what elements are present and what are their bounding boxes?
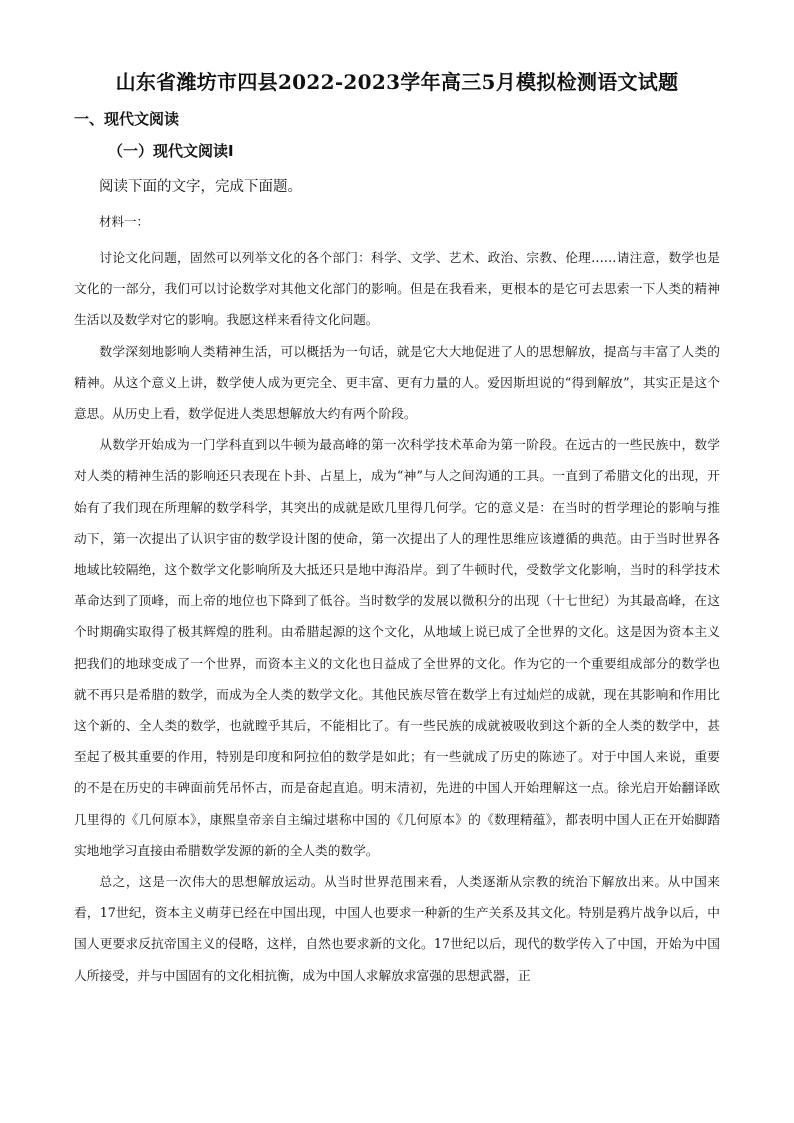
document-title: 山东省潍坊市四县2022-2023学年高三5月模拟检测语文试题 — [115, 70, 679, 94]
paragraph-2: 数学深刻地影响人类精神生活，可以概括为一句话，就是它大大地促进了人的思想解放，提高与丰富了人类的精神。从这个意义上讲，数学使人成为更完全、更丰富、更有力量的人。爱因斯坦说的“得到解放”，其实正是这个意思。从历史上看，数学促进人类思想解放大约有两个阶段。 — [74, 343, 720, 422]
passage-body — [74, 242, 720, 991]
paragraph-4: 总之，这是一次伟大的思想解放运动。从当时世界范围来看，人类逐渐从宗教的统治下解放出来。从中国来看，17世纪，资本主义萌芽已经在中国出现，中国人也要求一种新的生产关系及其文化。特别是鸦片战争以后，中国人更要求反抗帝国主义的侵略，这样，自然也要求新的文化。17世纪以后，现代的数学传入了中国，开始为中国人所接受，并与中国固有的文化相抗衡，成为中国人求解放求富强的思想武器，正 — [74, 874, 720, 983]
sub-heading: （一）现代文阅读Ⅰ — [108, 142, 234, 160]
paragraph-1: 讨论文化问题，固然可以列举文化的各个部门：科学、文学、艺术、政治、宗教、伦理……请注意，数学也是文化的一部分，我们可以讨论数学对其他文化部门的影响。但是在我看来，更根本的是它可去思索一下人类的精神生活以及数学对它的影响。我愿这样来看待文化问题。 — [74, 250, 720, 328]
section-heading: 一、现代文阅读 — [74, 110, 180, 128]
paragraph-3: 从数学开始成为一门学科直到以牛顿为最高峰的第一次科学技术革命为第一阶段。在远古的一些民族中，数学对人类的精神生活的影响还只表现在卜卦、占星上，成为“神”与人之间沟通的工具。一直到了希腊文化的出现，开始有了我们现在所理解的数学科学，其突出的成就是欧几里得几何学。它的意义是：在当时的哲学理论的影响与推动下，第一次提出了认识宇宙的数学设计图的使命，第一次提出了人的理性思维应该遵循的典范。由于当时世界各地域比较隔绝，这个数学文化影响所及大抵还只是地中海沿岸。到了牛顿时代，受数学文化影响，当时的科学技术革命达到了顶峰，而上帝的地位也下降到了低谷。当时数学的发展以微积分的出现（十七世纪）为其最高峰，在这个时期确实取得了极其辉煌的胜利。由希腊起源的这个文化，从地域上说已成了全世界的文化。这是因为资本主义把我们的地球变成了一个世界，而资本主义的文化也日益成了全世界的文化。作为它的一个重要组成部分的数学也就不再只是希腊的数学，而成为全人类的数学文化。其他民族尽管在数学上有过灿烂的成就，现在其影响和作用比这个新的、全人类的数学，也就瞠乎其后，不能相比了。有一些民族的成就被吸收到这个新的全人类的数学中，甚至起了极其重要的作用，特别是印度和阿拉伯的数学是如此；有一些就成了历史的陈迹了。对于中国人来说，重要的不是在历史的丰碑面前凭吊怀古，而是奋起直追。明末清初，先进的中国人开始理解这一点。徐光启开始翻译欧几里得的《几何原本》，康熙皇帝亲自主编过堪称中国的《几何原本》的《数理精蕴》，都表明中国人正在开始脚踏实地地学习直接由希腊数学发源的新的全人类的数学。 — [74, 437, 720, 858]
material-label: 材料一： — [99, 214, 150, 229]
reading-instruction: 阅读下面的文字，完成下面题。 — [99, 179, 302, 195]
